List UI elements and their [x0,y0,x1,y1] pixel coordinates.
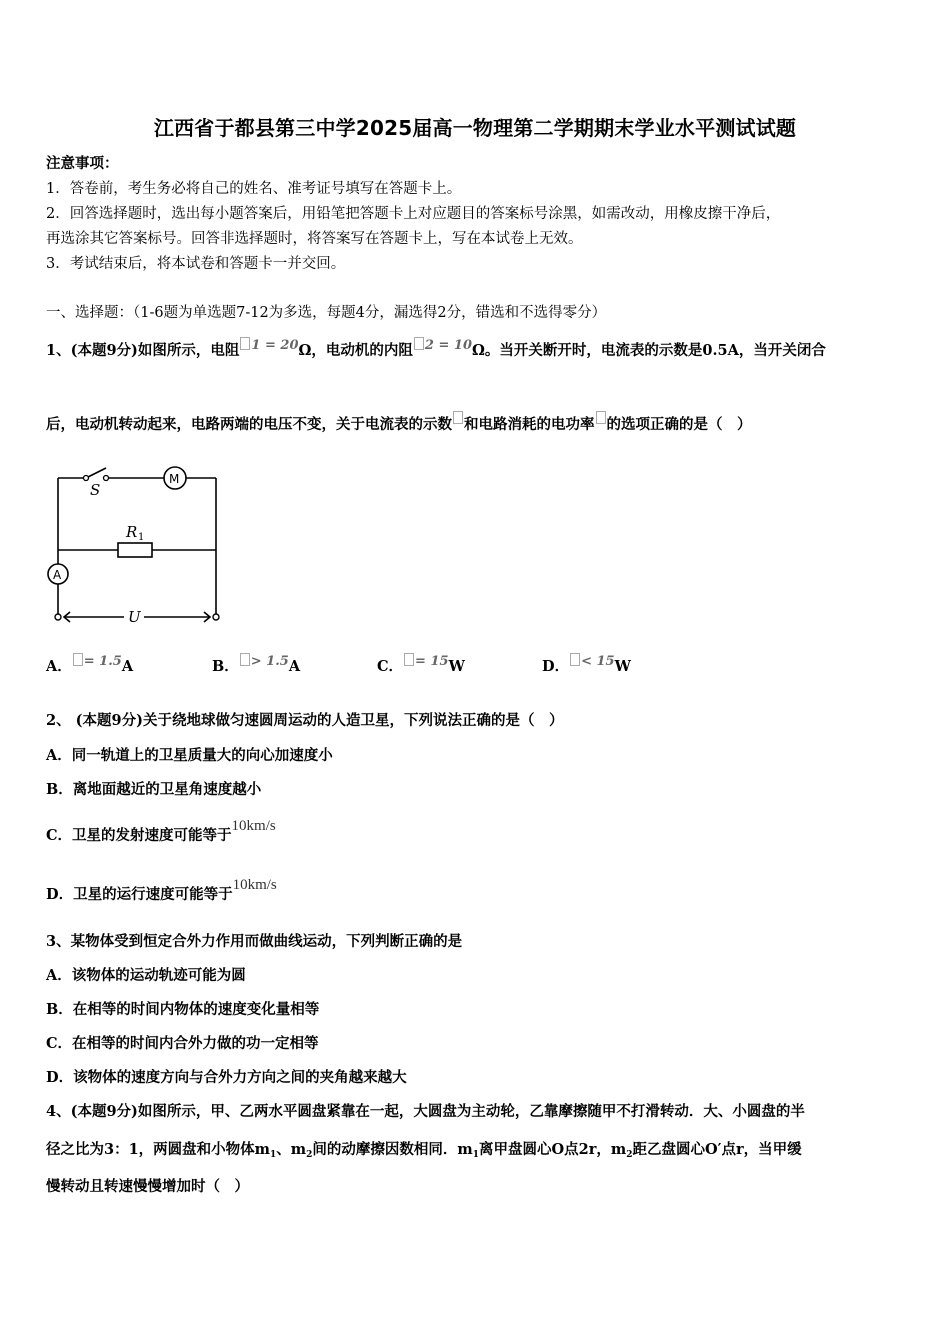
option-label: A． [46,658,72,675]
missing-symbol-icon [570,653,580,666]
circuit-diagram [44,462,224,632]
q1-r1-expr: 1 = 20 [251,338,299,353]
q2-stem: 2、 (本题9分)关于绕地球做匀速圆周运动的人造卫星，下列说法正确的是（ ） [46,712,564,729]
missing-symbol-icon [596,411,606,424]
q1-text-f: 的选项正确的是（ ） [606,416,752,433]
q4-line-3: 慢转动且转速慢慢增加时（ ） [46,1178,249,1195]
q3-option-a[interactable]: A．该物体的运动轨迹可能为圆 [46,967,246,984]
notice-item-3: 3．考试结束后，将本试卷和答题卡一并交回。 [46,256,346,272]
notice-heading: 注意事项： [46,155,119,172]
circuit-label-resistor-sub: 1 [138,532,145,543]
missing-symbol-icon [240,653,250,666]
notice-item-1: 1．答卷前，考生务必将自己的姓名、准考证号填写在答题卡上。 [46,181,462,197]
option-unit: A [121,658,134,675]
q4-text: 径之比为3：1，两圆盘和小物体m [46,1141,271,1158]
circuit-label-resistor: R [126,523,138,541]
q1-text-c: Ω。当开关断开时，电流表的示数是0.5A，当开关闭合 [472,342,826,359]
q2-option-d[interactable] [46,877,277,904]
option-label: C． [377,658,404,675]
q1-option-c[interactable] [377,655,465,676]
missing-symbol-icon [414,337,424,350]
q3-option-d[interactable]: D．该物体的速度方向与合外力方向之间的夹角越来越大 [46,1069,407,1086]
option-expr: < 15 [581,654,615,669]
q4-line-1: 4、(本题9分)如图所示，甲、乙两水平圆盘紧靠在一起，大圆盘为主动轮，乙靠摩擦随甲不打滑转动．大、小圆盘的半 [46,1103,805,1120]
subscript: 2 [626,1150,633,1160]
option-label: B． [212,658,239,675]
q2-option-a[interactable] [46,744,333,765]
q2-c-text: C．卫星的发射速度可能等于 [46,827,232,844]
notice-item-2: 2．回答选择题时，选出每小题答案后，用铅笔把答题卡上对应题目的答案标号涂黑，如需改动，用橡皮擦干净后， [46,206,781,222]
option-expr: = 15 [415,654,449,669]
q2-b-text: B．离地面越近的卫星角速度越小 [46,781,262,798]
q1-text-e: 和电路消耗的电功率 [464,416,595,433]
circuit-label-switch: S [90,481,101,499]
missing-symbol-icon [73,653,83,666]
option-unit: A [288,658,301,675]
q1-option-b[interactable] [212,655,300,676]
q4-text: 、m [276,1141,307,1158]
q4-text: 距乙盘圆心O′点r，当甲缓 [632,1141,802,1158]
q1-line-2 [46,413,752,434]
page-title: 江西省于都县第三中学2025届高一物理第二学期期末学业水平测试试题 [153,116,797,140]
option-label: D． [542,658,570,675]
q1-text-d: 后，电动机转动起来，电路两端的电压不变，关于电流表的示数 [46,416,452,433]
q4-text: 离甲盘圆心O点2r，m [479,1141,627,1158]
q2-option-c[interactable] [46,818,276,845]
option-unit: W [448,658,465,675]
option-unit: W [614,658,631,675]
option-expr: = 1.5 [83,654,122,669]
q2-option-b[interactable] [46,778,261,799]
missing-symbol-icon [453,411,463,424]
missing-symbol-icon [404,653,414,666]
circuit-label-voltage: U [128,608,141,626]
notice-item-2-cont: 再选涂其它答案标号。回答非选择题时，将答案写在答题卡上，写在本试卷上无效。 [46,231,583,247]
q4-line-2 [46,1138,802,1159]
q1-text-b: Ω，电动机的内阻 [298,342,413,359]
q1-line-1 [46,339,826,360]
q1-option-a[interactable] [46,655,133,676]
q2-c-value: 10km/s [231,818,276,834]
q2-d-value: 10km/s [232,877,277,893]
circuit-label-ammeter: A [53,568,62,582]
subscript: 1 [270,1150,277,1160]
q1-option-d[interactable] [542,655,631,676]
subscript: 2 [306,1150,313,1160]
missing-symbol-icon [240,337,250,350]
option-expr: > 1.5 [250,654,289,669]
q3-stem: 3、某物体受到恒定合外力作用而做曲线运动，下列判断正确的是 [46,933,463,950]
q1-text-a: 1、(本题9分)如图所示，电阻 [46,342,240,359]
circuit-label-motor: M [169,472,180,486]
q1-r2-expr: 2 = 10 [424,338,473,353]
section-heading: 一、选择题：（1-6题为单选题7-12为多选，每题4分，漏选得2分，错选和不选得零分） [46,305,607,321]
q2-d-text: D．卫星的运行速度可能等于 [46,886,233,903]
q2-a-text: A．同一轨道上的卫星质量大的向心加速度小 [46,747,333,764]
q3-option-b[interactable]: B．在相等的时间内物体的速度变化量相等 [46,1001,320,1018]
subscript: 1 [472,1150,480,1160]
q4-text: 间的动摩擦因数相同．m [312,1141,473,1158]
q3-option-c[interactable]: C．在相等的时间内合外力做的功一定相等 [46,1035,319,1052]
